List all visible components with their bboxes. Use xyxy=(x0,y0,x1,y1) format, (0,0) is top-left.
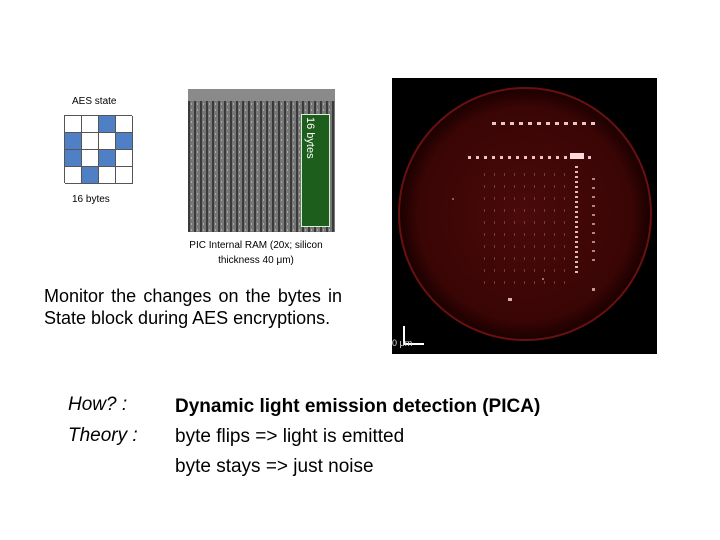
emission-dot xyxy=(592,241,595,243)
theory-label: Theory : xyxy=(68,425,138,446)
emission-dot xyxy=(575,226,578,228)
ram-bytes-label: 16 bytes xyxy=(304,117,316,159)
aes-cell xyxy=(116,150,133,167)
emission-dot xyxy=(494,245,495,248)
emission-dot xyxy=(564,209,565,212)
emission-dot xyxy=(554,269,555,272)
emission-dot xyxy=(575,251,578,253)
emission-dot xyxy=(504,221,505,224)
aes-cell xyxy=(99,116,116,133)
emission-dot xyxy=(494,221,495,224)
emission-dot xyxy=(504,281,505,284)
emission-dot xyxy=(524,185,525,188)
emission-dot xyxy=(494,257,495,260)
emission-dot xyxy=(575,271,578,273)
emission-dot xyxy=(564,233,565,236)
emission-dot xyxy=(564,185,565,188)
aes-cell xyxy=(116,167,133,184)
grid-bytes-label: 16 bytes xyxy=(72,194,110,205)
emission-dot xyxy=(575,186,578,188)
emission-dot xyxy=(524,221,525,224)
emission-dot xyxy=(484,221,485,224)
ram-caption-line2: thickness 40 μm) xyxy=(218,255,294,266)
emission-dot xyxy=(534,245,535,248)
emission-dot xyxy=(555,122,559,125)
aes-cell xyxy=(82,116,99,133)
emission-dot xyxy=(575,221,578,223)
emission-dot xyxy=(484,173,485,176)
emission-dot xyxy=(534,281,535,284)
aes-cell xyxy=(116,116,133,133)
emission-dot xyxy=(564,221,565,224)
emission-dot xyxy=(592,232,595,234)
emission-dot xyxy=(516,156,519,159)
emission-dot xyxy=(564,257,565,260)
emission-dot xyxy=(537,122,541,125)
main-description: Monitor the changes on the bytes in State block during AES encryptions. xyxy=(44,286,342,328)
emission-dot xyxy=(494,269,495,272)
ram-caption xyxy=(176,238,336,268)
emission-dot xyxy=(504,233,505,236)
emission-dot xyxy=(519,122,523,125)
emission-dot xyxy=(492,122,496,125)
emission-dot xyxy=(504,257,505,260)
emission-dot xyxy=(592,196,595,198)
emission-dot xyxy=(564,122,568,125)
emission-dot xyxy=(494,281,495,284)
emission-dot xyxy=(592,250,595,252)
emission-dot xyxy=(508,156,511,159)
emission-dot xyxy=(544,209,545,212)
emission-dot xyxy=(592,214,595,216)
emission-dot xyxy=(510,122,514,125)
ram-caption-line1: PIC Internal RAM (20x; silicon xyxy=(189,240,323,251)
emission-dot xyxy=(575,181,578,183)
emission-dot xyxy=(504,245,505,248)
aes-cell xyxy=(82,150,99,167)
emission-dot xyxy=(575,256,578,258)
aes-cell xyxy=(65,150,82,167)
emission-dot xyxy=(575,176,578,178)
emission-dot xyxy=(484,233,485,236)
emission-dot xyxy=(592,187,595,189)
emission-dot xyxy=(554,173,555,176)
emission-dot xyxy=(494,233,495,236)
emission-dot xyxy=(524,156,527,159)
aes-state-grid xyxy=(64,115,132,183)
emission-dot xyxy=(501,122,505,125)
emission-dot xyxy=(508,298,512,301)
emission-dot xyxy=(564,269,565,272)
emission-dot xyxy=(575,166,578,168)
emission-dot xyxy=(544,281,545,284)
aes-cell xyxy=(65,116,82,133)
aes-state-label: AES state xyxy=(72,96,117,107)
emission-dot xyxy=(514,281,515,284)
emission-dot xyxy=(484,281,485,284)
emission-dot xyxy=(514,245,515,248)
emission-dot xyxy=(575,196,578,198)
emission-dot xyxy=(592,223,595,225)
emission-dot xyxy=(504,209,505,212)
emission-dot xyxy=(554,233,555,236)
theory-text-1: byte flips => light is emitted xyxy=(175,426,405,447)
emission-dot xyxy=(514,197,515,200)
aes-cell xyxy=(99,150,116,167)
emission-dot xyxy=(554,185,555,188)
emission-dot xyxy=(524,173,525,176)
emission-dot xyxy=(554,245,555,248)
emission-dot xyxy=(544,221,545,224)
emission-dot xyxy=(575,231,578,233)
emission-dot xyxy=(534,173,535,176)
emission-dot xyxy=(534,185,535,188)
emission-dot xyxy=(575,171,578,173)
emission-dot xyxy=(564,156,567,159)
emission-dot xyxy=(494,173,495,176)
emission-dot xyxy=(484,257,485,260)
emission-dot xyxy=(544,197,545,200)
emission-dot xyxy=(564,245,565,248)
emission-dot xyxy=(575,266,578,268)
emission-dot xyxy=(554,209,555,212)
emission-dot xyxy=(575,191,578,193)
emission-dot xyxy=(524,245,525,248)
emission-dot xyxy=(575,206,578,208)
emission-dot xyxy=(514,233,515,236)
emission-dot xyxy=(484,156,487,159)
emission-dot xyxy=(556,156,559,159)
emission-dot xyxy=(476,156,479,159)
emission-dot xyxy=(554,257,555,260)
emission-dot xyxy=(592,259,595,261)
emission-dot xyxy=(484,269,485,272)
emission-dot xyxy=(544,269,545,272)
emission-dot xyxy=(484,209,485,212)
emission-dot xyxy=(582,122,586,125)
emission-dot xyxy=(504,185,505,188)
emission-dot xyxy=(534,257,535,260)
emission-dot xyxy=(500,156,503,159)
emission-dot xyxy=(524,281,525,284)
emission-dot xyxy=(524,269,525,272)
emission-dot xyxy=(484,245,485,248)
emission-dot xyxy=(554,281,555,284)
emission-dot xyxy=(504,197,505,200)
emission-dot xyxy=(592,178,595,180)
emission-dot xyxy=(494,197,495,200)
emission-dot xyxy=(528,122,532,125)
emission-dot xyxy=(534,209,535,212)
emission-plot xyxy=(392,78,657,354)
emission-dot xyxy=(524,257,525,260)
emission-dot xyxy=(534,269,535,272)
emission-dot xyxy=(534,233,535,236)
emission-dot xyxy=(524,209,525,212)
emission-dot xyxy=(591,122,595,125)
emission-dot xyxy=(592,205,595,207)
emission-dot xyxy=(492,156,495,159)
emission-dot xyxy=(514,269,515,272)
emission-dot xyxy=(544,245,545,248)
emission-dot xyxy=(544,185,545,188)
emission-dot xyxy=(544,233,545,236)
how-text: Dynamic light emission detection (PICA) xyxy=(175,396,541,417)
emission-dot xyxy=(575,246,578,248)
aes-cell xyxy=(82,133,99,150)
emission-dot xyxy=(504,269,505,272)
emission-dot xyxy=(514,185,515,188)
emission-dot xyxy=(514,257,515,260)
emission-dot xyxy=(484,185,485,188)
emission-dot xyxy=(542,278,544,280)
aes-cell xyxy=(99,133,116,150)
aes-cell xyxy=(65,133,82,150)
emission-dot xyxy=(554,221,555,224)
emission-dot xyxy=(468,156,471,159)
emission-dot xyxy=(554,197,555,200)
aes-cell xyxy=(65,167,82,184)
emission-dot xyxy=(504,173,505,176)
emission-dot xyxy=(484,197,485,200)
aes-cell xyxy=(99,167,116,184)
emission-dot xyxy=(588,156,591,159)
emission-dot xyxy=(546,122,550,125)
emission-dot xyxy=(532,156,535,159)
emission-dot xyxy=(575,261,578,263)
emission-dot xyxy=(575,241,578,243)
emission-dot xyxy=(452,198,454,200)
emission-dot xyxy=(514,209,515,212)
emission-dot xyxy=(575,211,578,213)
emission-dot xyxy=(544,173,545,176)
emission-dot xyxy=(575,216,578,218)
emission-dot xyxy=(524,197,525,200)
emission-dot xyxy=(564,281,565,284)
emission-dot xyxy=(534,197,535,200)
emission-dot xyxy=(534,221,535,224)
scale-label: 0 μm xyxy=(392,338,413,348)
theory-text-2: byte stays => just noise xyxy=(175,456,374,477)
emission-dot xyxy=(494,185,495,188)
emission-dot xyxy=(575,201,578,203)
emission-dot xyxy=(544,257,545,260)
emission-dot xyxy=(524,233,525,236)
emission-dot xyxy=(564,173,565,176)
emission-dot xyxy=(573,122,577,125)
emission-dot xyxy=(592,288,595,291)
aes-cell xyxy=(116,133,133,150)
emission-dot xyxy=(540,156,543,159)
emission-dot xyxy=(494,209,495,212)
emission-dot xyxy=(564,197,565,200)
emission-dot xyxy=(575,236,578,238)
emission-dot xyxy=(548,156,551,159)
emission-dot xyxy=(514,173,515,176)
emission-dot xyxy=(570,153,584,159)
how-label: How? : xyxy=(68,394,128,415)
aes-cell xyxy=(82,167,99,184)
emission-dot xyxy=(514,221,515,224)
emission-image xyxy=(392,78,657,354)
